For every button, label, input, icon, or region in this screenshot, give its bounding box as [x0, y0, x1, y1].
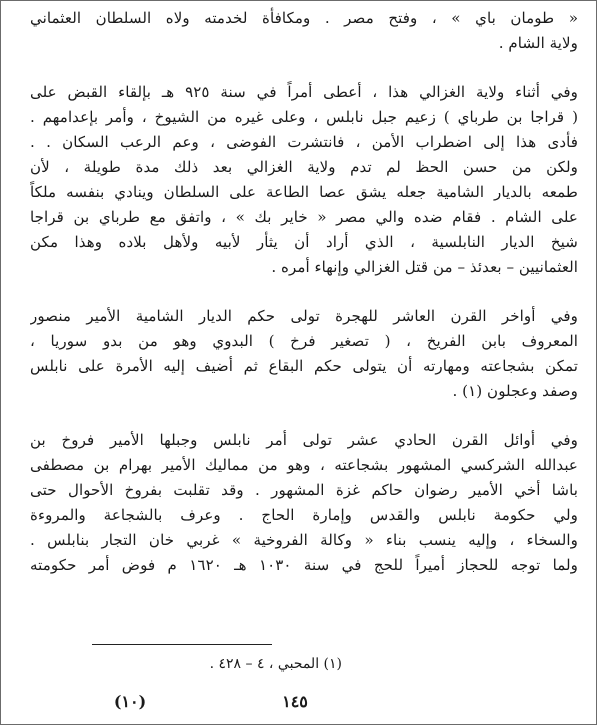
text-line: وفي أوائل القرن الحادي عشر تولى أمر نابلس وجبلها الأمير فروخ بن: [30, 431, 578, 449]
footnote: (١) المحبي ، ٤ – ٤٢٨ .: [209, 656, 342, 672]
text-line: وصفد وعجلون (١) .: [452, 382, 578, 400]
text-line: شيخ الديار النابلسية ، الذي أراد أن يثأر لأبيه ولأهل بلاده وهذا مكن: [30, 233, 578, 251]
page-number: ١٤٥: [282, 692, 308, 711]
text-line: والسخاء ، وإليه ينسب بناء « وكالة الفروخية » غربي خان التجار بنابلس .: [30, 531, 578, 549]
section-number: (١٠): [113, 692, 147, 711]
text-line: المعروف بابن الفريخ ، ( تصغير فرخ ) البدوي وهو من بدو سوريا ،: [30, 332, 578, 350]
text-line: ولي حكومة نابلس والقدس وإمارة الحاج . وعرف بالشجاعة والمروءة: [30, 506, 578, 524]
text-line: ولكن من حسن الحظ لم تدم ولاية الغزالي بعد ذلك مدة طويلة ، لأن: [30, 158, 578, 176]
text-line: العثمانيين – بعدئذ – من قتل الغزالي وإنهاء أمره .: [271, 258, 578, 276]
text-line: « طومان باي » ، وفتح مصر . ومكافأة لخدمته ولاه السلطان العثماني: [30, 9, 578, 27]
footnote-divider: [92, 644, 272, 645]
paragraph-4: [30, 428, 578, 578]
text-line: وفي أثناء ولاية الغزالي هذا ، أعطى أمراً في سنة ٩٢٥ هـ بإلقاء القبض على: [30, 83, 578, 101]
text-line: عبدالله الشركسي المشهور بشجاعته ، وهو من مماليك الأمير بهرام بن مصطفى: [30, 456, 578, 474]
text-line: فأدى هذا إلى اضطراب الأمن ، فانتشرت الفوضى ، وعم الرعب السكان . .: [30, 133, 578, 151]
text-line: باشا أخي الأمير رضوان حاكم غزة المشهور . وقد تقلبت بفروخ الأحوال حتى: [30, 481, 578, 499]
text-line: وفي أواخر القرن العاشر للهجرة تولى حكم الديار الشامية الأمير منصور: [30, 307, 578, 325]
text-line: ولما توجه للحجاز أميراً للحج في سنة ١٠٣٠ هـ ١٦٢٠ م فوض أمر حكومته: [30, 556, 578, 574]
text-line: تمكن بشجاعته ومهارته أن يتولى حكم البقاع ثم أضيف إليه الأمرة على نابلس: [30, 357, 578, 375]
document-body: [30, 6, 578, 578]
text-line: على الشام . فقام ضده والي مصر « خاير بك » ، واتفق مع طرباي بن قراجا: [30, 208, 578, 226]
text-line: ( قراجا بن طرباي ) زعيم جبل نابلس ، وعلى غيره من الشيوخ ، وأمر بإعدامهم .: [30, 108, 578, 126]
paragraph-1: [30, 6, 578, 56]
text-line: ولاية الشام .: [498, 34, 578, 52]
text-line: طمعه بالديار الشامية جعله يشق عصا الطاعة على السلطان وينادي بنفسه ملكاً: [30, 183, 578, 201]
paragraph-2: [30, 80, 578, 280]
paragraph-3: [30, 304, 578, 404]
